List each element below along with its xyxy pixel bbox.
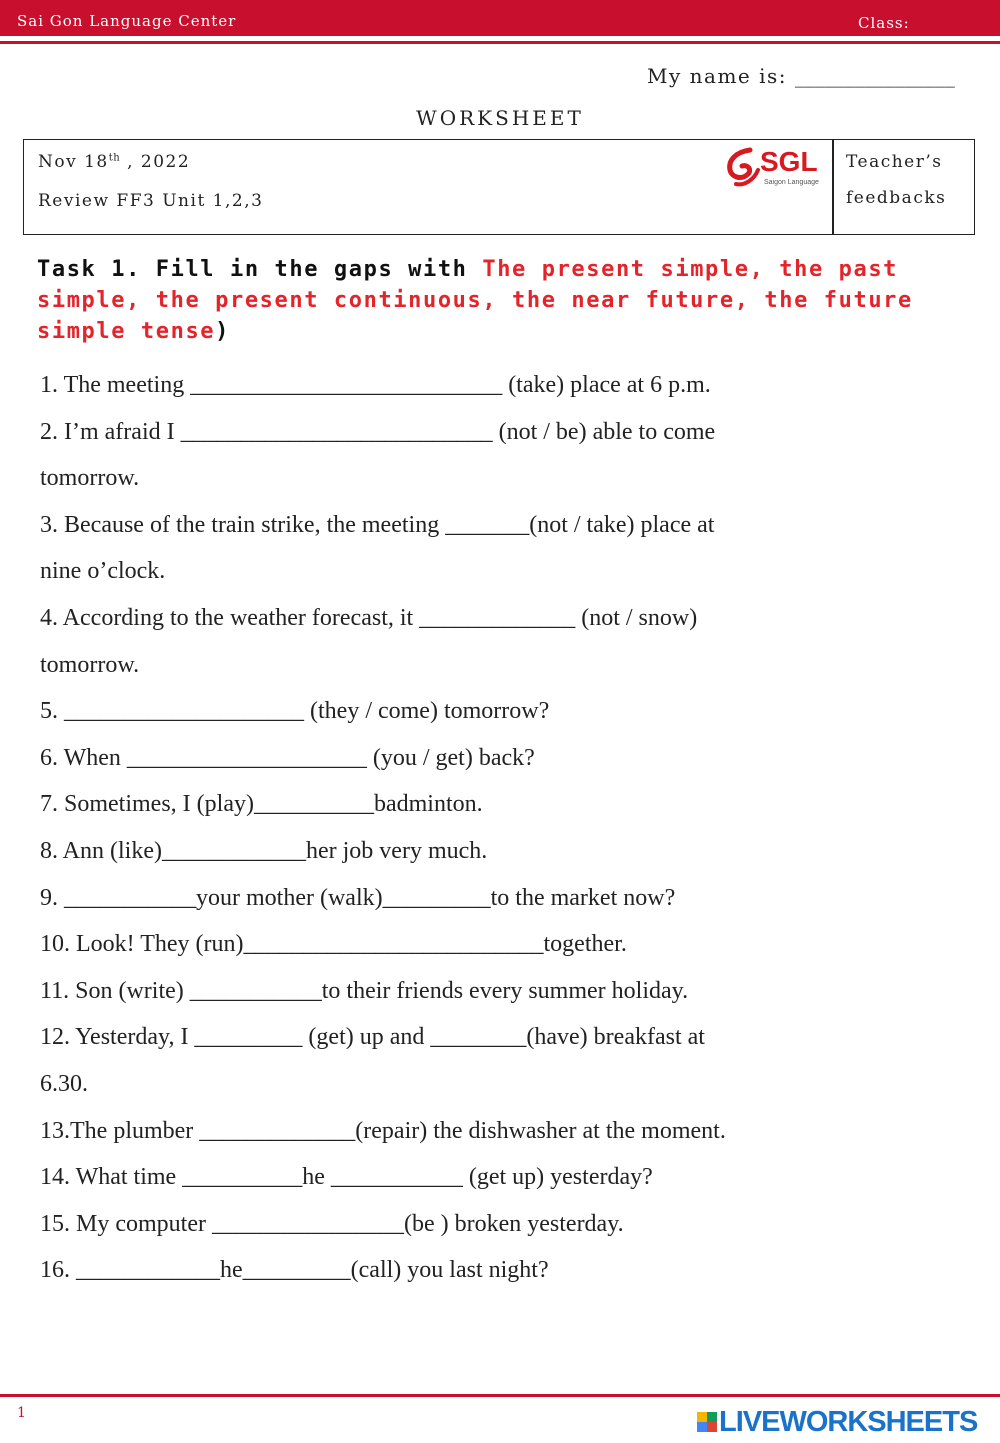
brand-text: LIVEWORKSHEETS — [719, 1405, 978, 1438]
exercise-list — [40, 362, 960, 1294]
exercise-line[interactable]: 5. ____________________ (they / come) tomorrow? — [40, 698, 550, 725]
feedback-label-line2: feedbacks — [846, 188, 947, 208]
worksheet-title: WORKSHEET — [416, 106, 584, 130]
exercise-line[interactable]: 16. ____________he_________(call) you last night? — [40, 1257, 549, 1284]
header-bar — [0, 0, 1000, 36]
worksheet-date — [38, 152, 190, 172]
name-blank[interactable]: ________________ — [794, 64, 955, 88]
exercise-line[interactable]: 9. ___________your mother (walk)_________to the market now? — [40, 884, 676, 911]
feedback-divider — [832, 140, 834, 234]
task-tenses: The present simple, the past simple, the present continuous, the near future, the future simple tense — [37, 257, 913, 344]
exercise-line: tomorrow. — [40, 651, 140, 678]
exercise-line[interactable]: 2. I’m afraid I __________________________ (not / be) able to come — [40, 418, 716, 445]
exercise-line[interactable]: 3. Because of the train strike, the meeting _______(not / take) place at — [40, 511, 715, 538]
exercise-line: nine o’clock. — [40, 558, 166, 585]
liveworksheets-brand — [697, 1406, 977, 1438]
review-label: Review FF3 Unit 1,2,3 — [38, 191, 264, 211]
exercise-line[interactable]: 1. The meeting __________________________ (take) place at 6 p.m. — [40, 372, 711, 398]
info-box — [23, 139, 975, 235]
name-line — [647, 64, 955, 88]
center-name: Sai Gon Language Center — [17, 12, 237, 30]
exercise-line[interactable]: 11. Son (write) ___________to their friends every summer holiday. — [40, 977, 689, 1004]
logo-text: SGL — [760, 146, 818, 177]
exercise-line[interactable]: 13.The plumber _____________(repair) the dishwasher at the moment. — [40, 1117, 726, 1144]
exercise-line[interactable]: 8. Ann (like)____________her job very much. — [40, 837, 488, 864]
date-ordinal: th — [108, 152, 121, 164]
logo-subtext: Saigon Language — [764, 179, 819, 186]
exercise-line[interactable]: 6. When ____________________ (you / get) back? — [40, 744, 535, 771]
task-heading — [37, 254, 967, 347]
exercise-line[interactable]: 4. According to the weather forecast, it _____________ (not / snow) — [40, 604, 698, 631]
task-prefix: Task 1. Fill in the gaps with — [37, 257, 483, 282]
header-divider — [0, 41, 1000, 44]
liveworksheets-logo-icon — [697, 1412, 717, 1432]
exercise-line[interactable]: 10. Look! They (run)_________________________together. — [40, 931, 627, 958]
page-number: 1 — [17, 1405, 26, 1421]
date-text: Nov 18 — [38, 152, 109, 172]
sgl-swoosh-icon — [722, 146, 762, 190]
date-year: , 2022 — [120, 152, 191, 172]
exercise-line[interactable]: 12. Yesterday, I _________ (get) up and ________(have) breakfast at — [40, 1024, 705, 1051]
footer-divider — [0, 1394, 1000, 1397]
task-suffix: ) — [215, 319, 231, 344]
feedback-label-line1: Teacher’s — [846, 152, 943, 172]
class-label: Class: — [858, 14, 910, 32]
exercise-line: tomorrow. — [40, 465, 140, 492]
exercise-line[interactable]: 15. My computer ________________(be ) broken yesterday. — [40, 1210, 624, 1237]
sgl-logo — [720, 146, 830, 192]
name-label: My name is: — [647, 64, 787, 88]
exercise-line: 6.30. — [40, 1070, 88, 1097]
exercise-line[interactable]: 14. What time __________he ___________ (get up) yesterday? — [40, 1164, 653, 1191]
exercise-line[interactable]: 7. Sometimes, I (play)__________badminton. — [40, 791, 483, 818]
